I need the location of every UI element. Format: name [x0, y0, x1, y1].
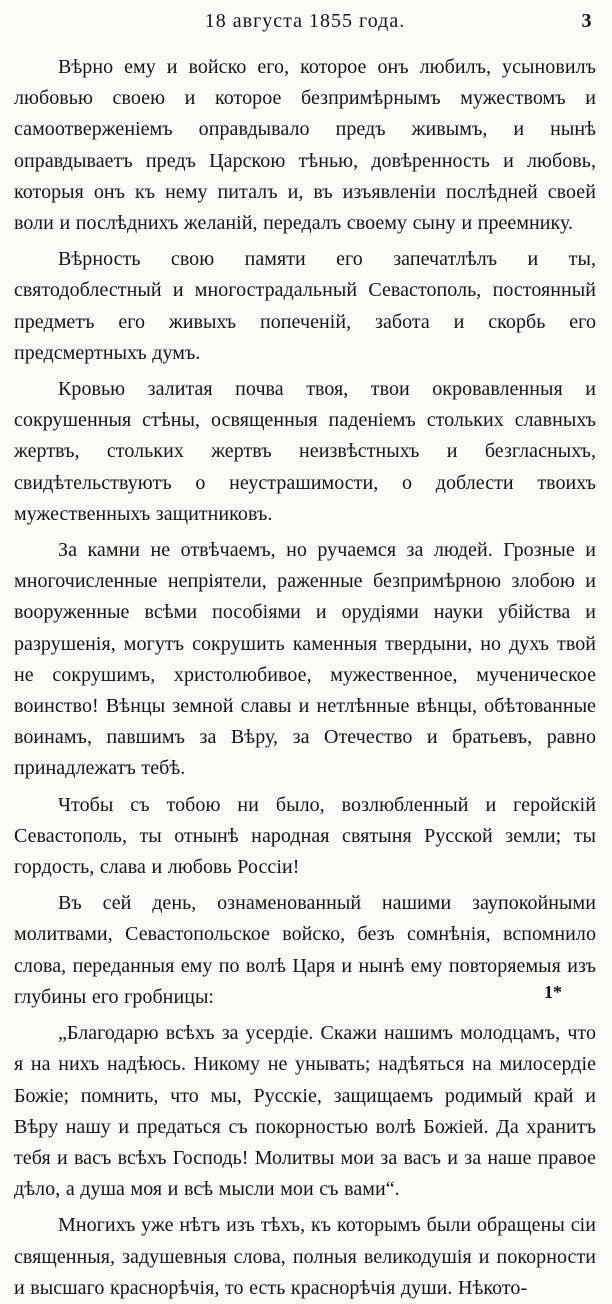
body-text: [14, 52, 596, 1304]
paragraph-4: За камни не отвѣчаемъ, но ручаемся за людей. Грозные и многочисленные непріятели, раженные безпримѣрною злобою и вооруженные всѣми пособіями и орудіями науки убійства и разрушенія, могутъ сокрушить каменныя твердыни, но духъ твой не сокрушимъ, христолюбивое, мужественное, мученическое воинство! Вѣнцы земной славы и нетлѣнные вѣнцы, обѣтованные воинамъ, павшимъ за Вѣру, за Отечество и братьевъ, равно принадлежатъ тебѣ.: [14, 539, 596, 780]
printer-signature-mark: 1*: [544, 982, 562, 1002]
running-head: [14, 6, 596, 36]
paragraph-5: Чтобы съ тобою ни было, возлюбленный и геройскій Севастополь, ты отнынѣ народная святыня Русской земли; ты гордость, слава и любовь Россіи!: [14, 793, 596, 879]
page-number: 3: [581, 10, 592, 32]
paragraph-3: Кровью залитая почва твоя, твои окровавленныя и сокрушенныя стѣны, освященныя паденіемъ стольких славныхъ жертвъ, стольких жертвъ неизвѣстныхъ и безгласныхъ, свидѣтельствуютъ о неустрашимости, о доблести твоихъ мужественныхъ защитниковъ.: [14, 378, 596, 525]
paragraph-2: Вѣрность свою памяти его запечатлѣлъ и ты, святодоблестный и многострадальный Севастополь, постоянный предметъ его живыхъ попеченій, забота и скорбь его предсмертныхъ думъ.: [14, 248, 596, 364]
paragraph-1: Вѣрно ему и войско его, которое онъ любилъ, усыновилъ любовью своею и которое безпримѣрнымъ мужествомъ и самоотверженіемъ оправдывало предъ живымъ, и нынѣ оправдываетъ предъ Царскою тѣнью, довѣренность и любовь, которыя онъ къ нему питалъ и, въ изъявленіи послѣдней своей воли и послѣднихъ желаній, передалъ своему сыну и преемнику.: [14, 56, 596, 235]
quotation-paragraph: „Благодарю всѣхъ за усердіе. Скажи нашимъ молодцамъ, что я на нихъ надѣюсь. Никому не унывать; надѣяться на милосердіе Божіе; помнить, что мы, Русскіе, защищаемъ родимый край и Вѣру нашу и предаться съ покорностью волѣ Божіей. Да хранитъ тебя и васъ всѣхъ Господь! Молитвы мои за васъ и за наше правое дѣло, а душа моя и всѣ мысли мои съ вами“.: [14, 1022, 596, 1201]
running-head-title: 18 августа 1855 года.: [204, 10, 406, 32]
paragraph-8: Многихъ уже нѣтъ изъ тѣхъ, къ которымъ были обращены сіи священныя, задушевныя слова, полныя великодушія и покорности и высшаго краснорѣчія, то есть краснорѣчія души. Нѣкото-: [14, 1214, 596, 1299]
paragraph-6: Въ сей день, ознаменованный нашими заупокойными молитвами, Севастопольское войско, безъ сомнѣнія, вспомнило слова, переданныя ему по волѣ Царя и нынѣ ему повторяемыя изъ глубины его гробницы:: [14, 892, 596, 1008]
